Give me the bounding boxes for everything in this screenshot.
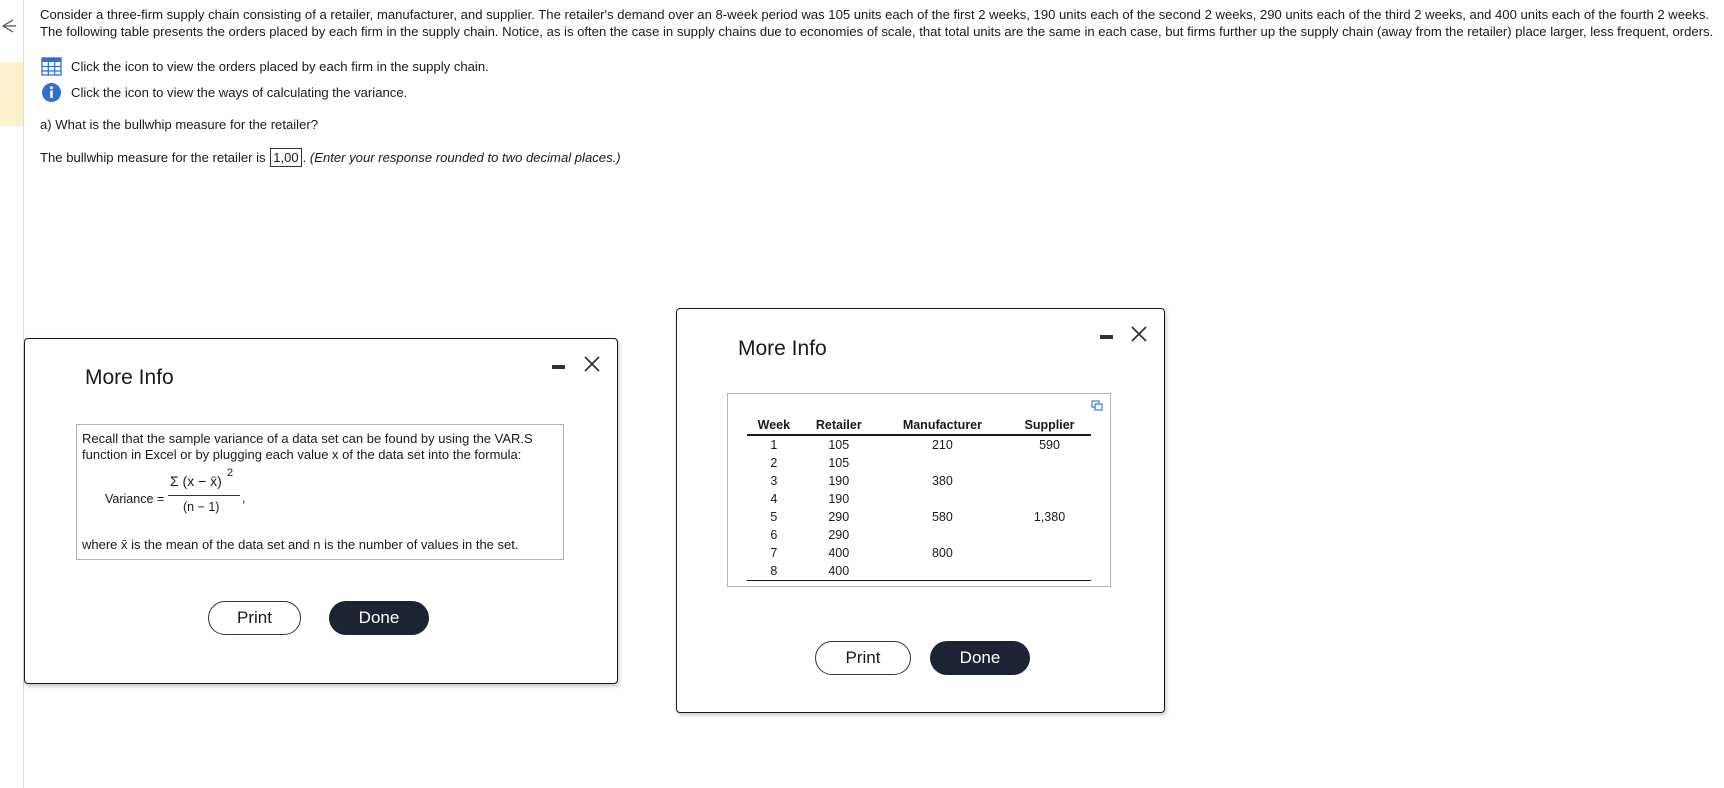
close-icon[interactable] [583, 355, 601, 373]
question-panel [40, 6, 1724, 167]
table-row [747, 490, 1091, 508]
table-cell: 105 [828, 438, 850, 452]
variance-info-box [76, 424, 564, 560]
minimize-icon[interactable] [552, 365, 565, 369]
answer-input[interactable]: 1,00 [270, 148, 301, 167]
copy-icon[interactable] [1091, 400, 1103, 412]
table-row [747, 508, 1091, 526]
left-rail [0, 0, 24, 788]
variance-link-text: Click the icon to view the ways of calculating the variance. [71, 84, 408, 100]
table-cell: 8 [747, 562, 801, 581]
table-grid-icon[interactable] [41, 56, 62, 77]
orders-dialog [676, 308, 1165, 713]
table-cell: 4 [770, 492, 778, 506]
formula-label: Variance = [105, 492, 165, 506]
variance-where-text: where x̄ is the mean of the data set and n is the number of values in the set. [82, 537, 519, 552]
table-cell: 1 [770, 438, 778, 452]
table-cell: 105 [828, 456, 850, 470]
answer-line [40, 148, 1724, 167]
table-cell: 400 [828, 546, 850, 560]
table-cell: 590 [1039, 438, 1060, 452]
table-cell [1008, 472, 1091, 490]
table-row [747, 435, 1091, 454]
table-cell: 290 [828, 510, 850, 524]
formula-comma: , [242, 491, 246, 505]
table-cell: 1,380 [1033, 510, 1066, 524]
column-header-supplier: Supplier [1008, 416, 1091, 435]
formula-numerator: Σ (x − x̄) [170, 473, 222, 489]
table-cell [1008, 454, 1091, 472]
table-cell: 2 [770, 456, 778, 470]
fraction-bar [168, 495, 240, 496]
table-row [747, 454, 1091, 472]
table-cell [877, 562, 1008, 581]
done-button[interactable]: Done [930, 641, 1030, 675]
table-cell: 190 [828, 492, 850, 506]
table-row [747, 526, 1091, 544]
info-icon[interactable] [41, 82, 62, 103]
table-cell [1008, 526, 1091, 544]
table-cell: 190 [828, 474, 850, 488]
table-cell [1008, 490, 1091, 508]
print-button[interactable]: Print [815, 641, 911, 675]
orders-table-box [727, 393, 1111, 587]
variance-link-row[interactable] [40, 79, 1724, 105]
table-cell [1008, 562, 1091, 581]
table-cell: 7 [770, 546, 778, 560]
part-a-question: a) What is the bullwhip measure for the retailer? [40, 117, 319, 132]
table-cell: 210 [931, 438, 953, 452]
table-cell [877, 454, 1008, 472]
table-cell: 5 [770, 510, 778, 524]
table-cell: 3 [770, 474, 778, 488]
dialog-title: More Info [85, 366, 174, 389]
orders-table [747, 416, 1091, 581]
answer-prefix: The bullwhip measure for the retailer is [40, 150, 266, 165]
column-header-week: Week [747, 416, 801, 435]
question-intro: Consider a three-firm supply chain consisting of a retailer, manufacturer, and supplier. The retailer's demand over an 8-week period was 105 units each of the first 2 weeks, 190 units each of the second 2 weeks, 290 units each of the third 2 weeks, and 400 units each of the fourth 2 weeks. The following table presents the orders placed by each firm in the supply chain. Notice, as is often the case in supply chains due to economies of scale, that total units are the same in each case, but firms further up the supply chain (away from the retailer) place larger, less frequent, orders. [40, 7, 1714, 39]
table-cell: 290 [828, 528, 850, 542]
table-cell: 400 [801, 562, 877, 581]
print-button[interactable]: Print [208, 601, 301, 635]
table-cell: 580 [931, 510, 953, 524]
column-header-retailer: Retailer [801, 416, 877, 435]
formula-exponent: 2 [227, 467, 234, 479]
variance-dialog [24, 338, 618, 684]
variance-description: Recall that the sample variance of a data set can be found by using the VAR.S function in Excel or by plugging each value x of the data set into the formula: [82, 431, 533, 462]
table-cell: 380 [931, 474, 953, 488]
answer-hint: (Enter your response rounded to two decimal places.) [309, 150, 621, 165]
answer-suffix: . [302, 150, 307, 165]
rail-highlight [0, 62, 23, 126]
table-row [747, 544, 1091, 562]
minimize-icon[interactable] [1100, 335, 1113, 339]
table-cell [877, 490, 1008, 508]
orders-link-text: Click the icon to view the orders placed by each firm in the supply chain. [71, 58, 489, 74]
table-row [747, 562, 1091, 581]
close-icon[interactable] [1130, 325, 1148, 343]
table-cell: 800 [931, 546, 953, 560]
done-button[interactable]: Done [329, 601, 429, 635]
table-cell [1008, 544, 1091, 562]
formula-denominator: (n − 1) [183, 500, 220, 514]
table-header-row [747, 416, 1091, 435]
table-cell [877, 526, 1008, 544]
back-arrow-icon[interactable] [0, 14, 16, 38]
variance-formula [105, 467, 305, 525]
column-header-manufacturer: Manufacturer [877, 416, 1008, 435]
orders-link-row[interactable] [40, 53, 1724, 79]
table-cell: 6 [770, 528, 778, 542]
dialog-title: More Info [738, 337, 827, 360]
table-row [747, 472, 1091, 490]
